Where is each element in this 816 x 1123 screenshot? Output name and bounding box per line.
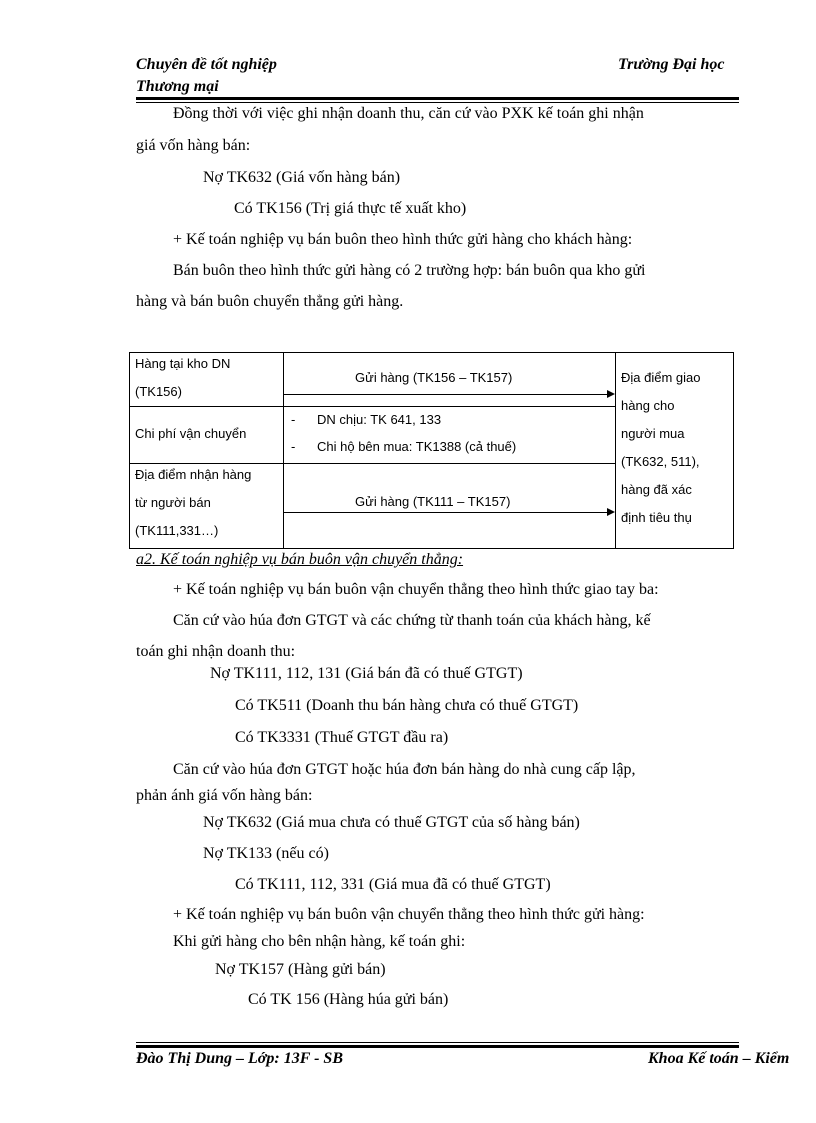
arrow-head-icon: [607, 390, 615, 398]
destination-label: người mua: [621, 426, 685, 441]
diagram-border: [733, 352, 734, 549]
box-warehouse-label: Hàng tại kho DN: [135, 356, 231, 371]
paragraph: Khi gửi hàng cho bên nhận hàng, kế toán ghi:: [173, 933, 466, 950]
destination-label: Địa điểm giao: [621, 370, 701, 385]
diagram-border: [615, 548, 734, 549]
destination-label: hàng đã xác: [621, 482, 692, 497]
arrow-line: [283, 512, 607, 513]
journal-credit: Có TK111, 112, 331 (Giá mua đã có thuế GTGT): [235, 876, 551, 893]
header-title: Chuyên đề tốt nghiệp: [136, 56, 277, 73]
bullet-dash: -: [291, 439, 296, 454]
journal-debit: Nợ TK632 (Giá mua chưa có thuế GTGT của số hàng bán): [203, 814, 580, 831]
diagram-border: [129, 352, 130, 549]
flow-diagram: [129, 352, 734, 549]
box-seller-location-label: Địa điểm nhận hàng: [135, 467, 252, 482]
paragraph: + Kế toán nghiệp vụ bán buôn theo hình thức gửi hàng cho khách hàng:: [173, 231, 633, 248]
paragraph: + Kế toán nghiệp vụ bán buôn vận chuyển thẳng theo hình thức gửi hàng:: [173, 906, 645, 923]
box-seller-location-label: từ người bán: [135, 495, 211, 510]
paragraph: giá vốn hàng bán:: [136, 137, 251, 154]
bullet-dash: -: [291, 412, 296, 427]
diagram-border: [615, 352, 616, 549]
journal-credit: Có TK511 (Doanh thu bán hàng chưa có thuế GTGT): [235, 697, 579, 714]
header-title-continued: Thương mại: [136, 78, 219, 95]
destination-label: (TK632, 511),: [621, 454, 700, 469]
journal-debit: Nợ TK157 (Hàng gửi bán): [215, 961, 386, 978]
destination-label: định tiêu thụ: [621, 510, 692, 525]
paragraph: phản ánh giá vốn hàng bán:: [136, 787, 313, 804]
diagram-border: [615, 352, 734, 353]
footer-department: Khoa Kế toán – Kiểm: [648, 1050, 790, 1067]
arrow-head-icon: [607, 508, 615, 516]
header-rule-thick: [136, 97, 739, 100]
header-rule-thin: [136, 102, 739, 103]
journal-debit: Nợ TK632 (Giá vốn hàng bán): [203, 169, 401, 186]
journal-credit: Có TK 156 (Hàng húa gửi bán): [248, 991, 449, 1008]
arrow-line: [283, 394, 607, 395]
paragraph: Căn cứ vào húa đơn GTGT và các chứng từ thanh toán của khách hàng, kế: [173, 612, 651, 629]
journal-debit: Nợ TK111, 112, 131 (Giá bán đã có thuế GTGT): [210, 665, 523, 682]
arrow-label-ship-from-seller: Gửi hàng (TK111 – TK157): [355, 494, 511, 509]
box-seller-location-account: (TK111,331…): [135, 523, 219, 538]
footer-rule-thin: [136, 1042, 739, 1043]
paragraph: toán ghi nhận doanh thu:: [136, 643, 296, 660]
paragraph: Đồng thời với việc ghi nhận doanh thu, căn cứ vào PXK kế toán ghi nhận: [173, 105, 644, 122]
paragraph: Bán buôn theo hình thức gửi hàng có 2 trường hợp: bán buôn qua kho gửi: [173, 262, 646, 279]
journal-debit: Nợ TK133 (nếu có): [203, 845, 329, 862]
journal-credit: Có TK3331 (Thuế GTGT đầu ra): [235, 729, 449, 746]
header-school: Trường Đại học: [618, 56, 725, 73]
journal-credit: Có TK156 (Trị giá thực tế xuất kho): [234, 200, 467, 217]
diagram-border: [283, 352, 284, 549]
paragraph: hàng và bán buôn chuyển thẳng gửi hàng.: [136, 293, 404, 310]
box-shipping-cost-label: Chi phí vận chuyển: [135, 426, 247, 441]
footer-author: Đào Thị Dung – Lớp: 13F - SB: [136, 1050, 343, 1067]
cost-item: DN chịu: TK 641, 133: [317, 412, 442, 427]
destination-label: hàng cho: [621, 398, 675, 413]
diagram-border: [129, 548, 615, 549]
footer-rule-thick: [136, 1045, 739, 1048]
paragraph: Căn cứ vào húa đơn GTGT hoặc húa đơn bán hàng do nhà cung cấp lập,: [173, 761, 636, 778]
section-heading: a2. Kế toán nghiệp vụ bán buôn vận chuyển thẳng:: [136, 551, 464, 568]
cost-item: Chi hộ bên mua: TK1388 (cả thuế): [317, 439, 517, 454]
box-warehouse-account: (TK156): [135, 384, 182, 399]
paragraph: + Kế toán nghiệp vụ bán buôn vận chuyển thẳng theo hình thức giao tay ba:: [173, 581, 659, 598]
arrow-label-ship-from-warehouse: Gửi hàng (TK156 – TK157): [355, 370, 513, 385]
